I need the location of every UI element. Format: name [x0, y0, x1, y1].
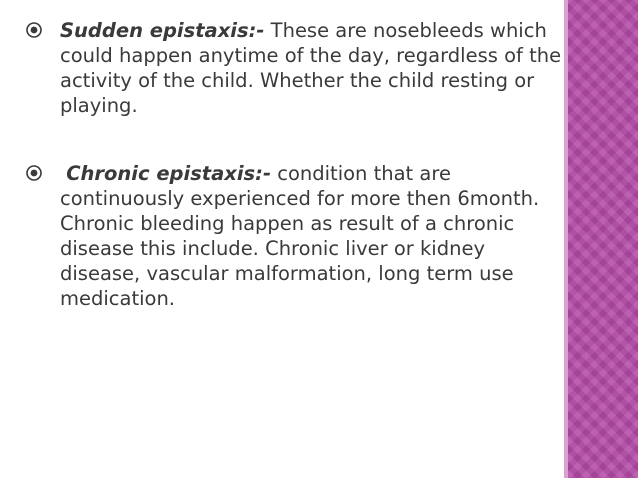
- bullet-term: Sudden epistaxis:-: [60, 19, 265, 42]
- slide-content: [22, 18, 562, 311]
- bullet-description: These are nosebleeds which could happen anytime of the day, regardless of the activity of the child. Whether the child resting or playing.: [60, 19, 562, 117]
- bullet-term: Chronic epistaxis:-: [66, 162, 272, 185]
- circled-bullet-icon: [25, 21, 43, 39]
- bullet-item-sudden-epistaxis: [22, 18, 562, 118]
- bullet-item-chronic-epistaxis: [22, 161, 562, 311]
- decorative-side-bar: [568, 0, 638, 478]
- circled-bullet-icon: [25, 164, 43, 182]
- bullet-description: condition that are continuously experienced for more then 6month. Chronic bleeding happen as result of a chronic disease this include. Chronic liver or kidney disease, vascular malformation, long term use medication.: [60, 162, 540, 310]
